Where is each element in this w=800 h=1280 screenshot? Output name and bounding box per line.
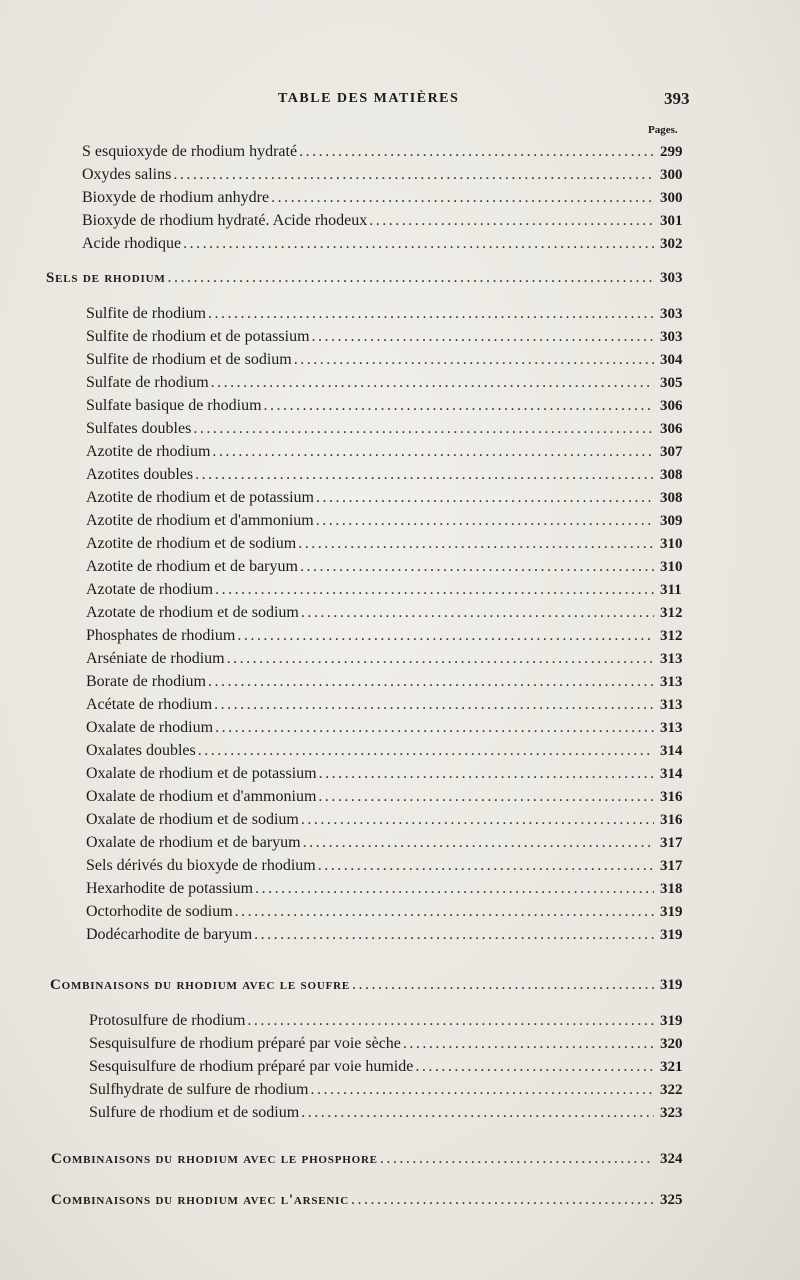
- leader-dots: [301, 1104, 654, 1122]
- toc-entry: [86, 765, 700, 787]
- toc-entry-label: Oxalate de rhodium et de potassium: [86, 765, 317, 782]
- toc-entry: [86, 788, 700, 810]
- toc-entry-label: Azotate de rhodium et de sodium: [86, 604, 299, 621]
- toc-entry-page: 313: [660, 720, 683, 736]
- toc-entry: [86, 443, 700, 465]
- leader-dots: [227, 650, 654, 668]
- toc-entry-label: Sels dérivés du bioxyde de rhodium: [86, 857, 316, 874]
- leader-dots: [312, 328, 654, 346]
- toc-entry: [86, 397, 700, 419]
- toc-entry: [82, 143, 700, 165]
- toc-entry-page: 316: [660, 789, 683, 805]
- leader-dots: [212, 443, 654, 461]
- toc-entry-page: 307: [660, 444, 683, 460]
- toc-entry: [86, 719, 700, 741]
- toc-entry-page: 319: [660, 977, 683, 993]
- toc-section-label: Sels de rhodium: [46, 270, 166, 286]
- toc-entry-label: Phosphates de rhodium: [86, 627, 236, 644]
- leader-dots: [215, 581, 654, 599]
- leader-dots: [301, 604, 654, 622]
- toc-entry: [86, 650, 700, 672]
- toc-entry: [89, 1058, 700, 1080]
- toc-entry-page: 310: [660, 536, 683, 552]
- toc-entry-page: 304: [660, 352, 683, 368]
- leader-dots: [403, 1035, 654, 1053]
- toc-entry: [86, 673, 700, 695]
- toc-entry: [86, 880, 700, 902]
- toc-entry: [86, 696, 700, 718]
- toc-entry-label: Oxalate de rhodium: [86, 719, 214, 736]
- leader-dots: [264, 397, 654, 415]
- toc-entry: [86, 742, 700, 764]
- toc-entry-page: 313: [660, 674, 683, 690]
- toc-entry: [86, 926, 700, 948]
- running-title: TABLE DES MATIÈRES: [278, 91, 460, 106]
- toc-entry-label: Protosulfure de rhodium: [89, 1012, 246, 1029]
- toc-entry-page: 310: [660, 559, 683, 575]
- toc-entry: [86, 328, 700, 350]
- leader-dots: [301, 811, 654, 829]
- toc-entry-label: Hexarhodite de potassium: [86, 880, 254, 897]
- toc-entry-label: Sulfite de rhodium et de potassium: [86, 328, 310, 345]
- toc-entry-label: Sulfhydrate de sulfure de rhodium: [89, 1081, 309, 1098]
- leader-dots: [168, 269, 654, 287]
- toc-entry: [86, 466, 700, 488]
- toc-entry-page: 319: [660, 927, 683, 943]
- leader-dots: [173, 166, 654, 184]
- toc-entry: [89, 1035, 700, 1057]
- toc-entry-page: 301: [660, 213, 683, 229]
- page-number: 393: [664, 89, 690, 108]
- toc-entry: [82, 189, 700, 211]
- toc-entry-page: 306: [660, 421, 683, 437]
- toc-entry: [82, 235, 700, 257]
- pages-column-label: Pages.: [648, 124, 678, 136]
- toc-entry: [86, 420, 700, 442]
- toc-entry-label: Acétate de rhodium: [86, 696, 213, 713]
- leader-dots: [352, 976, 654, 994]
- toc-entry-label: Acide rhodique: [82, 235, 182, 252]
- leader-dots: [316, 512, 654, 530]
- toc-entry-page: 321: [660, 1059, 683, 1075]
- leader-dots: [271, 189, 654, 207]
- leader-dots: [303, 834, 654, 852]
- leader-dots: [214, 696, 654, 714]
- toc-entry-page: 312: [660, 605, 683, 621]
- toc-entry: [82, 166, 700, 188]
- leader-dots: [195, 466, 654, 484]
- toc-entry-page: 303: [660, 270, 683, 286]
- toc-entry-page: 305: [660, 375, 683, 391]
- toc-entry: [86, 604, 700, 626]
- page-header: [0, 91, 800, 115]
- toc-entry-label: Dodécarhodite de baryum: [86, 926, 253, 943]
- toc-entry: [86, 903, 700, 925]
- toc-section-label: Combinaisons du rhodium avec l'arsenic: [51, 1192, 349, 1208]
- toc-entry-page: 324: [660, 1151, 683, 1167]
- toc-entry-label: Borate de rhodium: [86, 673, 206, 690]
- toc-entry-label: Sulfure de rhodium et de sodium: [89, 1104, 300, 1121]
- toc-section-label: Combinaisons du rhodium avec le soufre: [50, 977, 350, 993]
- toc-entry-label: Azotite de rhodium et de sodium: [86, 535, 297, 552]
- toc-entry: [86, 305, 700, 327]
- toc-entry-page: 318: [660, 881, 683, 897]
- leader-dots: [193, 420, 654, 438]
- leader-dots: [294, 351, 654, 369]
- leader-dots: [254, 926, 654, 944]
- toc-entry-page: 313: [660, 651, 683, 667]
- leader-dots: [369, 212, 654, 230]
- toc-section: [51, 1150, 700, 1172]
- toc-entry-page: 309: [660, 513, 683, 529]
- leader-dots: [255, 880, 654, 898]
- toc-entry-page: 311: [660, 582, 682, 598]
- toc-entry: [86, 489, 700, 511]
- leader-dots: [208, 673, 654, 691]
- toc-entry-page: 314: [660, 743, 683, 759]
- toc-entry-page: 308: [660, 467, 683, 483]
- toc-entry-label: Azotites doubles: [86, 466, 194, 483]
- toc-entry-label: Azotate de rhodium: [86, 581, 214, 598]
- toc-entry-label: Sulfates doubles: [86, 420, 192, 437]
- toc-entry: [86, 351, 700, 373]
- toc-entry: [86, 811, 700, 833]
- toc-section: [50, 976, 700, 998]
- toc-entry-page: 317: [660, 858, 683, 874]
- toc-entry: [86, 581, 700, 603]
- toc-entry: [89, 1104, 700, 1126]
- toc-entry-page: 308: [660, 490, 683, 506]
- leader-dots: [380, 1150, 654, 1168]
- toc-entry-label: Arséniate de rhodium: [86, 650, 225, 667]
- toc-entry-page: 317: [660, 835, 683, 851]
- toc-entry-page: 303: [660, 329, 683, 345]
- toc-entry-page: 300: [660, 190, 683, 206]
- toc-entry-label: Azotite de rhodium: [86, 443, 211, 460]
- toc-entry-page: 314: [660, 766, 683, 782]
- toc-entry: [82, 212, 700, 234]
- toc-entry-label: Azotite de rhodium et d'ammonium: [86, 512, 314, 529]
- toc-entry: [86, 857, 700, 879]
- leader-dots: [300, 558, 654, 576]
- leader-dots: [319, 765, 654, 783]
- toc-entry: [86, 512, 700, 534]
- toc-entry-page: 312: [660, 628, 683, 644]
- leader-dots: [415, 1058, 654, 1076]
- toc-entry-label: Sulfate basique de rhodium: [86, 397, 262, 414]
- toc-entry-label: Sulfite de rhodium et de sodium: [86, 351, 292, 368]
- toc-entry-page: 319: [660, 1013, 683, 1029]
- leader-dots: [299, 143, 654, 161]
- leader-dots: [298, 535, 654, 553]
- leader-dots: [211, 374, 654, 392]
- toc-entry-label: Oxalate de rhodium et d'ammonium: [86, 788, 317, 805]
- toc-entry-label: Bioxyde de rhodium anhydre: [82, 189, 270, 206]
- toc-entry-label: Octorhodite de sodium: [86, 903, 233, 920]
- leader-dots: [183, 235, 654, 253]
- leader-dots: [208, 305, 654, 323]
- toc-entry: [86, 374, 700, 396]
- toc-entry-label: S esquioxyde de rhodium hydraté: [82, 143, 298, 160]
- toc-entry-page: 316: [660, 812, 683, 828]
- toc-entry-page: 300: [660, 167, 683, 183]
- toc-entry-label: Sulfite de rhodium: [86, 305, 206, 322]
- leader-dots: [318, 857, 654, 875]
- toc-entry-page: 319: [660, 904, 683, 920]
- toc-entry: [89, 1012, 700, 1034]
- toc-entry-label: Oxalate de rhodium et de sodium: [86, 811, 299, 828]
- leader-dots: [215, 719, 654, 737]
- leader-dots: [247, 1012, 654, 1030]
- leader-dots: [237, 627, 654, 645]
- toc-entry: [86, 627, 700, 649]
- toc-entry-page: 299: [660, 144, 683, 160]
- toc-entry-page: 323: [660, 1105, 683, 1121]
- toc-entry-label: Sesquisulfure de rhodium préparé par voie humide: [89, 1058, 414, 1075]
- toc-entry: [89, 1081, 700, 1103]
- toc-section: [46, 269, 700, 291]
- toc-entry-page: 322: [660, 1082, 683, 1098]
- toc-entry-label: Oxydes salins: [82, 166, 172, 183]
- toc-entry-label: Sulfate de rhodium: [86, 374, 209, 391]
- toc-entry-label: Sesquisulfure de rhodium préparé par voie sèche: [89, 1035, 401, 1052]
- toc-entry: [86, 535, 700, 557]
- toc-entry-label: Bioxyde de rhodium hydraté. Acide rhodeux: [82, 212, 368, 229]
- toc-section-label: Combinaisons du rhodium avec le phosphore: [51, 1151, 378, 1167]
- toc-entry-label: Oxalates doubles: [86, 742, 196, 759]
- toc-entry-page: 306: [660, 398, 683, 414]
- toc-entry-page: 313: [660, 697, 683, 713]
- toc-entry-page: 302: [660, 236, 683, 252]
- toc-entry-label: Azotite de rhodium et de potassium: [86, 489, 314, 506]
- toc-entry-label: Oxalate de rhodium et de baryum: [86, 834, 301, 851]
- toc-section: [51, 1191, 700, 1213]
- leader-dots: [235, 903, 654, 921]
- toc-entry: [86, 558, 700, 580]
- leader-dots: [316, 489, 654, 507]
- leader-dots: [318, 788, 654, 806]
- leader-dots: [198, 742, 654, 760]
- leader-dots: [311, 1081, 655, 1099]
- toc-entry: [86, 834, 700, 856]
- leader-dots: [351, 1191, 654, 1209]
- toc-entry-label: Azotite de rhodium et de baryum: [86, 558, 298, 575]
- toc-entry-page: 303: [660, 306, 683, 322]
- toc-entry-page: 320: [660, 1036, 683, 1052]
- toc-entry-page: 325: [660, 1192, 683, 1208]
